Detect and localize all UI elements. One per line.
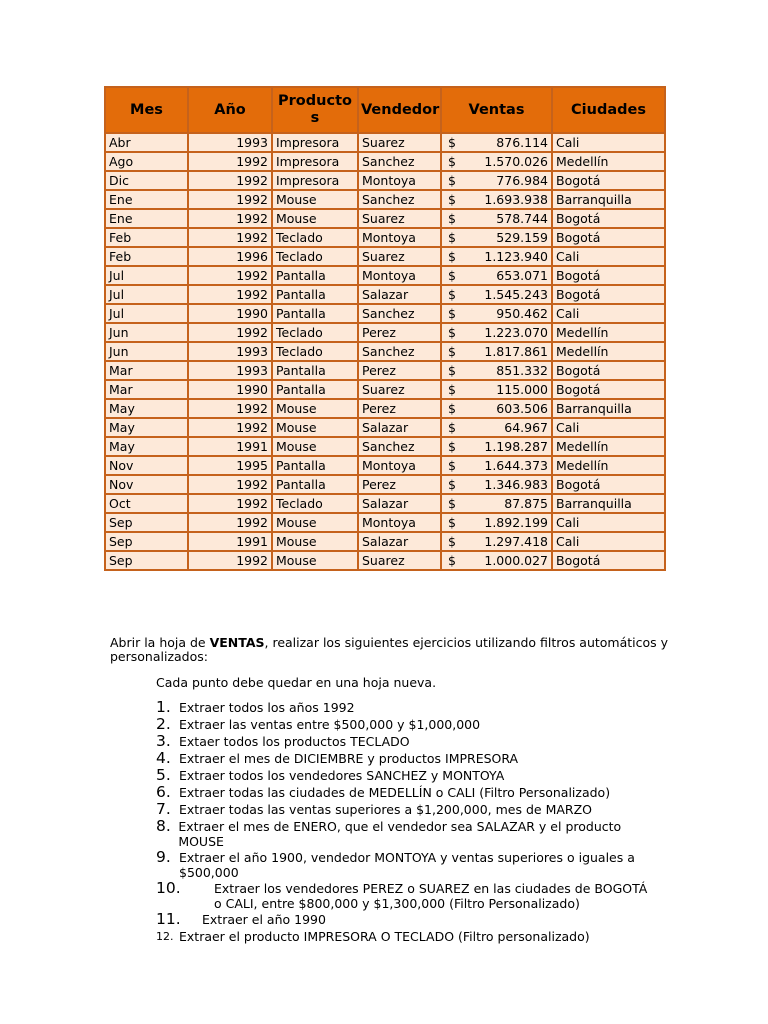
cell-ciudad: Bogotá	[552, 285, 665, 304]
cell-anio: 1993	[188, 342, 272, 361]
cell-mes: Feb	[105, 228, 188, 247]
header-anio: Año	[188, 87, 272, 133]
cell-mes: Ene	[105, 190, 188, 209]
cell-ventas	[441, 342, 552, 361]
cell-mes: Jul	[105, 285, 188, 304]
currency-symbol: $	[448, 154, 456, 169]
list-item-number: 8.	[156, 817, 171, 835]
cell-producto: Mouse	[272, 190, 358, 209]
list-item-number: 1.	[156, 698, 171, 716]
table-row	[105, 323, 665, 342]
header-ventas: Ventas	[441, 87, 552, 133]
currency-symbol: $	[448, 306, 456, 321]
table-row	[105, 494, 665, 513]
amount: 1.000.027	[484, 553, 548, 568]
cell-vendedor: Perez	[358, 399, 441, 418]
cell-mes: Nov	[105, 456, 188, 475]
cell-vendedor: Salazar	[358, 532, 441, 551]
cell-producto: Impresora	[272, 171, 358, 190]
cell-vendedor: Suarez	[358, 209, 441, 228]
cell-vendedor: Salazar	[358, 494, 441, 513]
cell-mes: Sep	[105, 513, 188, 532]
cell-ciudad: Bogotá	[552, 551, 665, 570]
list-item	[156, 911, 656, 928]
list-item	[156, 784, 656, 801]
cell-producto: Pantalla	[272, 304, 358, 323]
amount: 1.693.938	[484, 192, 548, 207]
cell-anio: 1992	[188, 171, 272, 190]
currency-symbol: $	[448, 515, 456, 530]
table-row	[105, 228, 665, 247]
list-item-number: 11.	[156, 910, 181, 928]
cell-ventas	[441, 532, 552, 551]
list-item	[156, 750, 656, 767]
cell-vendedor: Montoya	[358, 171, 441, 190]
list-item	[156, 849, 656, 880]
currency-symbol: $	[448, 363, 456, 378]
table-row	[105, 532, 665, 551]
list-item-text: Extraer el mes de ENERO, que el vendedor sea SALAZAR y el producto MOUSE	[178, 819, 622, 849]
list-item	[156, 880, 656, 911]
amount: 1.297.418	[484, 534, 548, 549]
cell-ciudad: Cali	[552, 418, 665, 437]
cell-mes: Abr	[105, 133, 188, 152]
note-text: Cada punto debe quedar en una hoja nueva.	[156, 675, 437, 690]
cell-mes: Sep	[105, 532, 188, 551]
cell-anio: 1992	[188, 228, 272, 247]
cell-ciudad: Medellín	[552, 152, 665, 171]
cell-anio: 1992	[188, 190, 272, 209]
cell-mes: Ago	[105, 152, 188, 171]
cell-anio: 1992	[188, 551, 272, 570]
cell-ciudad: Bogotá	[552, 380, 665, 399]
cell-mes: Mar	[105, 361, 188, 380]
cell-ciudad: Bogotá	[552, 228, 665, 247]
amount: 603.506	[496, 401, 548, 416]
cell-ventas	[441, 228, 552, 247]
cell-ventas	[441, 361, 552, 380]
list-item	[156, 699, 656, 716]
cell-vendedor: Sanchez	[358, 437, 441, 456]
cell-ventas	[441, 247, 552, 266]
table-row	[105, 285, 665, 304]
cell-ciudad: Cali	[552, 247, 665, 266]
table-row	[105, 266, 665, 285]
currency-symbol: $	[448, 287, 456, 302]
list-item-number: 9.	[156, 848, 171, 866]
cell-vendedor: Montoya	[358, 513, 441, 532]
cell-anio: 1990	[188, 380, 272, 399]
cell-anio: 1992	[188, 323, 272, 342]
currency-symbol: $	[448, 496, 456, 511]
currency-symbol: $	[448, 192, 456, 207]
table-row	[105, 551, 665, 570]
list-item-number: 10.	[156, 879, 181, 897]
cell-anio: 1992	[188, 494, 272, 513]
cell-ventas	[441, 209, 552, 228]
currency-symbol: $	[448, 135, 456, 150]
cell-mes: Sep	[105, 551, 188, 570]
amount: 1.223.070	[484, 325, 548, 340]
currency-symbol: $	[448, 553, 456, 568]
cell-anio: 1992	[188, 152, 272, 171]
list-item-text: Extraer el mes de DICIEMBRE y productos IMPRESORA	[179, 751, 519, 766]
cell-vendedor: Suarez	[358, 247, 441, 266]
header-productos: Producto s	[272, 87, 358, 133]
cell-producto: Teclado	[272, 494, 358, 513]
cell-producto: Pantalla	[272, 361, 358, 380]
cell-mes: Jun	[105, 342, 188, 361]
currency-symbol: $	[448, 173, 456, 188]
instructions-paragraph	[110, 636, 670, 664]
amount: 851.332	[496, 363, 548, 378]
cell-ciudad: Bogotá	[552, 209, 665, 228]
list-item-text: Extraer todos los años 1992	[179, 700, 355, 715]
list-item-number: 12.	[156, 930, 174, 943]
list-item-text: Extraer los vendedores PEREZ o SUAREZ en las ciudades de BOGOTÁ o CALI, entre $800,000 y $1,300,000 (Filtro Personalizado)	[214, 881, 648, 911]
cell-vendedor: Sanchez	[358, 152, 441, 171]
list-item-text: Extraer el producto IMPRESORA O TECLADO (Filtro personalizado)	[179, 929, 590, 944]
cell-anio: 1992	[188, 513, 272, 532]
cell-ciudad: Barranquilla	[552, 494, 665, 513]
amount: 876.114	[496, 135, 548, 150]
list-item-text: Extraer el año 1900, vendedor MONTOYA y ventas superiores o iguales a $500,000	[179, 850, 635, 880]
task-list	[156, 699, 656, 945]
cell-ventas	[441, 323, 552, 342]
cell-ciudad: Bogotá	[552, 475, 665, 494]
cell-vendedor: Montoya	[358, 228, 441, 247]
cell-ventas	[441, 418, 552, 437]
cell-vendedor: Montoya	[358, 456, 441, 475]
cell-ventas	[441, 266, 552, 285]
currency-symbol: $	[448, 268, 456, 283]
cell-producto: Mouse	[272, 209, 358, 228]
cell-producto: Pantalla	[272, 285, 358, 304]
header-ciudades: Ciudades	[552, 87, 665, 133]
cell-producto: Mouse	[272, 418, 358, 437]
cell-vendedor: Montoya	[358, 266, 441, 285]
list-item	[156, 767, 656, 784]
cell-producto: Mouse	[272, 399, 358, 418]
list-item-number: 4.	[156, 749, 171, 767]
intro-sheet-name: VENTAS	[209, 635, 265, 650]
table-row	[105, 171, 665, 190]
table-row	[105, 456, 665, 475]
list-item	[156, 928, 656, 945]
cell-mes: Feb	[105, 247, 188, 266]
cell-ventas	[441, 399, 552, 418]
cell-producto: Teclado	[272, 342, 358, 361]
table-row	[105, 418, 665, 437]
table-row	[105, 209, 665, 228]
currency-symbol: $	[448, 439, 456, 454]
list-item	[156, 801, 656, 818]
cell-ventas	[441, 380, 552, 399]
cell-mes: May	[105, 437, 188, 456]
amount: 115.000	[496, 382, 548, 397]
cell-vendedor: Perez	[358, 361, 441, 380]
cell-ventas	[441, 304, 552, 323]
cell-ciudad: Cali	[552, 133, 665, 152]
cell-producto: Mouse	[272, 437, 358, 456]
cell-ciudad: Cali	[552, 513, 665, 532]
cell-vendedor: Perez	[358, 323, 441, 342]
cell-ventas	[441, 494, 552, 513]
cell-anio: 1992	[188, 266, 272, 285]
table-row	[105, 437, 665, 456]
cell-ciudad: Medellín	[552, 342, 665, 361]
cell-ventas	[441, 551, 552, 570]
amount: 1.123.940	[484, 249, 548, 264]
amount: 529.159	[496, 230, 548, 245]
cell-ciudad: Barranquilla	[552, 190, 665, 209]
cell-mes: Mar	[105, 380, 188, 399]
amount: 1.198.287	[484, 439, 548, 454]
cell-ciudad: Bogotá	[552, 266, 665, 285]
cell-producto: Impresora	[272, 152, 358, 171]
intro-text-before: Abrir la hoja de	[110, 635, 210, 650]
list-item	[156, 733, 656, 750]
currency-symbol: $	[448, 344, 456, 359]
amount: 87.875	[504, 496, 548, 511]
cell-ciudad: Bogotá	[552, 171, 665, 190]
amount: 653.071	[496, 268, 548, 283]
cell-ventas	[441, 437, 552, 456]
cell-anio: 1995	[188, 456, 272, 475]
currency-symbol: $	[448, 249, 456, 264]
table-row	[105, 399, 665, 418]
cell-producto: Pantalla	[272, 266, 358, 285]
cell-ventas	[441, 152, 552, 171]
list-item-text: Extaer todos los productos TECLADO	[179, 734, 410, 749]
list-item-number: 7.	[156, 800, 171, 818]
cell-ciudad: Barranquilla	[552, 399, 665, 418]
list-item-text: Extraer todas las ventas superiores a $1,200,000, mes de MARZO	[179, 802, 592, 817]
cell-producto: Pantalla	[272, 456, 358, 475]
cell-vendedor: Suarez	[358, 380, 441, 399]
currency-symbol: $	[448, 211, 456, 226]
table-row	[105, 342, 665, 361]
header-vendedor: Vendedor	[358, 87, 441, 133]
currency-symbol: $	[448, 420, 456, 435]
cell-ciudad: Medellín	[552, 323, 665, 342]
currency-symbol: $	[448, 458, 456, 473]
cell-mes: Jul	[105, 266, 188, 285]
amount: 1.545.243	[484, 287, 548, 302]
table-body	[105, 133, 665, 570]
cell-ventas	[441, 171, 552, 190]
cell-ventas	[441, 190, 552, 209]
cell-mes: Nov	[105, 475, 188, 494]
currency-symbol: $	[448, 325, 456, 340]
list-item	[156, 716, 656, 733]
list-item-number: 6.	[156, 783, 171, 801]
sales-table	[104, 86, 666, 571]
cell-anio: 1991	[188, 437, 272, 456]
cell-anio: 1990	[188, 304, 272, 323]
table-row	[105, 513, 665, 532]
cell-anio: 1993	[188, 361, 272, 380]
currency-symbol: $	[448, 534, 456, 549]
currency-symbol: $	[448, 477, 456, 492]
cell-vendedor: Sanchez	[358, 304, 441, 323]
cell-mes: Ene	[105, 209, 188, 228]
cell-anio: 1992	[188, 475, 272, 494]
cell-producto: Mouse	[272, 551, 358, 570]
cell-producto: Pantalla	[272, 475, 358, 494]
list-item-text: Extraer el año 1990	[202, 912, 326, 927]
cell-mes: Jul	[105, 304, 188, 323]
amount: 1.817.861	[484, 344, 548, 359]
amount: 578.744	[496, 211, 548, 226]
cell-ventas	[441, 285, 552, 304]
list-item	[156, 818, 656, 849]
cell-producto: Mouse	[272, 513, 358, 532]
cell-producto: Impresora	[272, 133, 358, 152]
currency-symbol: $	[448, 382, 456, 397]
cell-anio: 1992	[188, 285, 272, 304]
list-item-number: 5.	[156, 766, 171, 784]
cell-vendedor: Salazar	[358, 418, 441, 437]
cell-ventas	[441, 133, 552, 152]
cell-ciudad: Cali	[552, 304, 665, 323]
cell-ventas	[441, 456, 552, 475]
cell-ciudad: Cali	[552, 532, 665, 551]
currency-symbol: $	[448, 230, 456, 245]
cell-producto: Pantalla	[272, 380, 358, 399]
amount: 776.984	[496, 173, 548, 188]
cell-mes: May	[105, 418, 188, 437]
table-header-row	[105, 87, 665, 133]
list-item-text: Extraer todos los vendedores SANCHEZ y MONTOYA	[179, 768, 505, 783]
table-row	[105, 304, 665, 323]
cell-anio: 1992	[188, 209, 272, 228]
cell-producto: Mouse	[272, 532, 358, 551]
cell-mes: Dic	[105, 171, 188, 190]
table-row	[105, 133, 665, 152]
list-item-number: 3.	[156, 732, 171, 750]
cell-vendedor: Salazar	[358, 285, 441, 304]
cell-vendedor: Perez	[358, 475, 441, 494]
cell-ciudad: Medellín	[552, 437, 665, 456]
cell-vendedor: Sanchez	[358, 190, 441, 209]
cell-ciudad: Medellín	[552, 456, 665, 475]
cell-producto: Teclado	[272, 247, 358, 266]
cell-ciudad: Bogotá	[552, 361, 665, 380]
amount: 1.892.199	[484, 515, 548, 530]
cell-producto: Teclado	[272, 228, 358, 247]
cell-mes: Jun	[105, 323, 188, 342]
cell-vendedor: Suarez	[358, 133, 441, 152]
cell-anio: 1996	[188, 247, 272, 266]
cell-ventas	[441, 513, 552, 532]
table-row	[105, 361, 665, 380]
cell-mes: Oct	[105, 494, 188, 513]
amount: 1.346.983	[484, 477, 548, 492]
cell-anio: 1991	[188, 532, 272, 551]
amount: 1.644.373	[484, 458, 548, 473]
cell-anio: 1992	[188, 399, 272, 418]
list-item-text: Extraer todas las ciudades de MEDELLÍN o CALI (Filtro Personalizado)	[179, 785, 611, 800]
cell-anio: 1993	[188, 133, 272, 152]
header-mes: Mes	[105, 87, 188, 133]
table-row	[105, 475, 665, 494]
amount: 1.570.026	[484, 154, 548, 169]
currency-symbol: $	[448, 401, 456, 416]
list-item-number: 2.	[156, 715, 171, 733]
table-row	[105, 190, 665, 209]
table-row	[105, 380, 665, 399]
cell-ventas	[441, 475, 552, 494]
table-row	[105, 152, 665, 171]
cell-anio: 1992	[188, 418, 272, 437]
cell-vendedor: Suarez	[358, 551, 441, 570]
amount: 950.462	[496, 306, 548, 321]
cell-vendedor: Sanchez	[358, 342, 441, 361]
amount: 64.967	[504, 420, 548, 435]
cell-mes: May	[105, 399, 188, 418]
table-row	[105, 247, 665, 266]
list-item-text: Extraer las ventas entre $500,000 y $1,000,000	[179, 717, 481, 732]
cell-producto: Teclado	[272, 323, 358, 342]
intro-text-after: , realizar los siguientes ejercicios utilizando filtros automáticos y personalizados:	[110, 635, 669, 664]
